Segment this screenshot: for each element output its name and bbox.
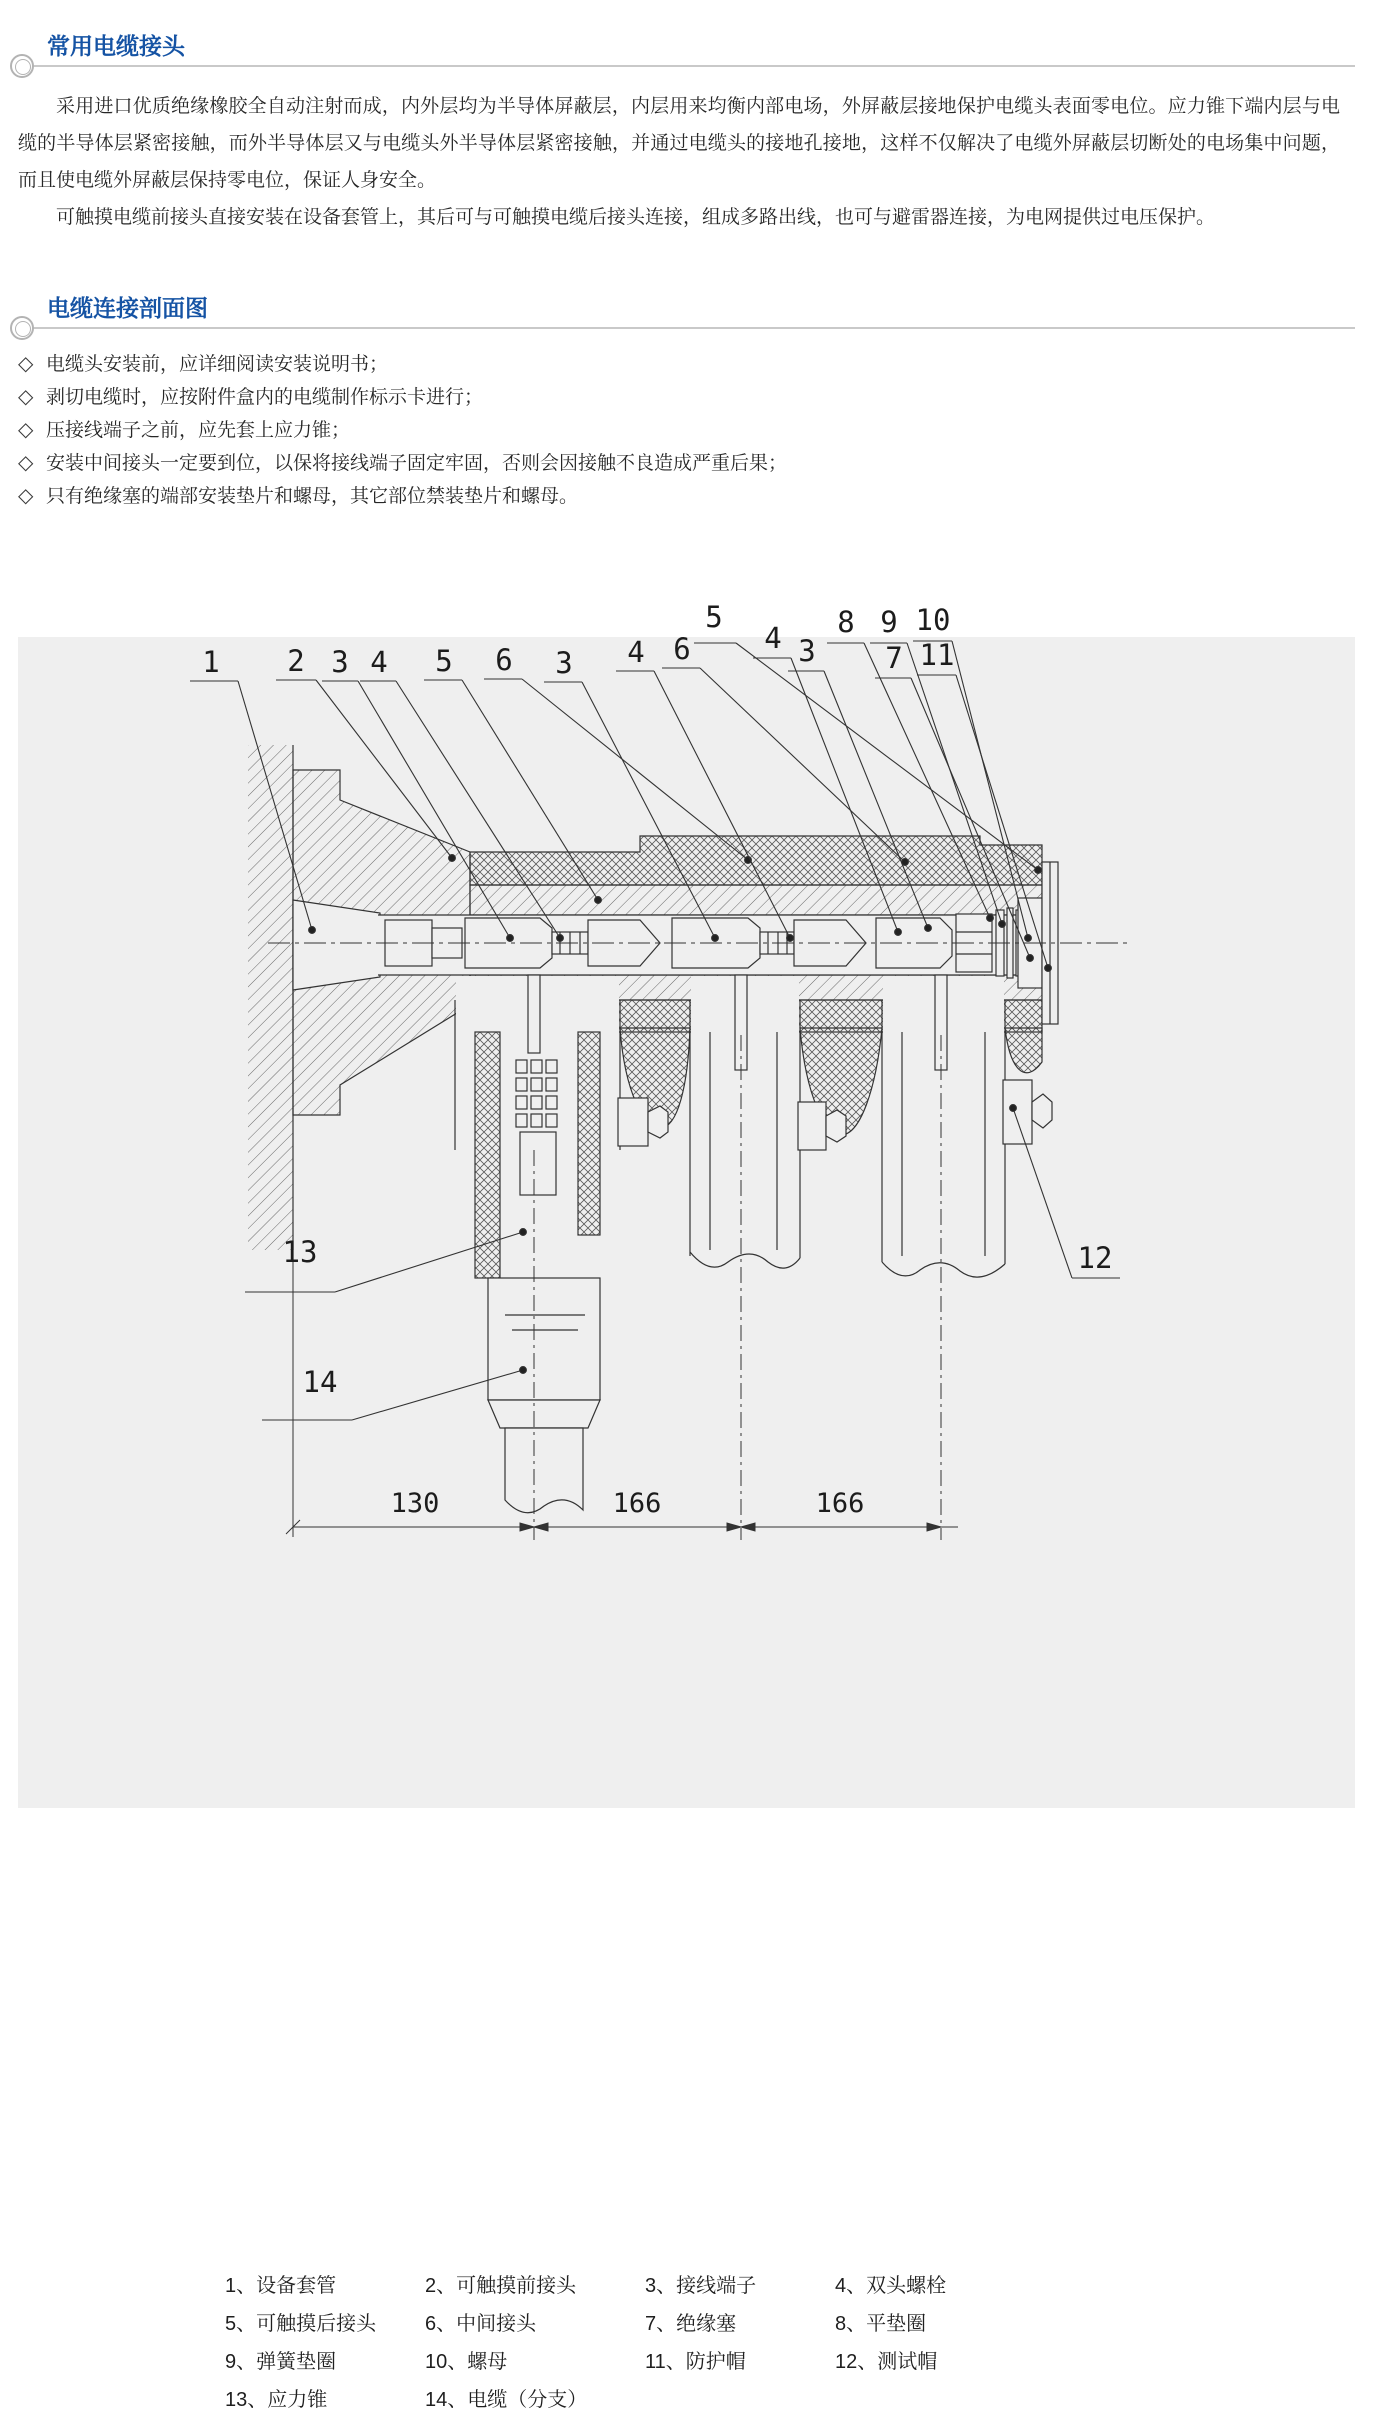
ring-ornament-icon bbox=[10, 54, 34, 78]
callout-number: 3 bbox=[555, 646, 573, 680]
cross-section-diagram-panel bbox=[18, 600, 1355, 2411]
legend-item: 4、双头螺栓 bbox=[835, 2275, 947, 2297]
legend-item: 1、设备套管 bbox=[225, 2275, 337, 2297]
cable-lug bbox=[520, 1132, 556, 1195]
note-text: 电缆头安装前，应详细阅读安装说明书； bbox=[46, 354, 389, 375]
body-paragraph: 采用进口优质绝缘橡胶全自动注射而成，内外层均为半导体屏蔽层，内层用来均衡内部电场，外屏蔽层接地保护电缆头表面零电位。应力锥下端内层与电缆的半导体层紧密接触，而外半导体层又与电缆头外半导体层紧密接触，并通过电缆头的接地孔接地，这样不仅解决了电缆外屏蔽层切断处的电场集中问题，而且使电缆外屏蔽层保持零电位，保证人身安全。 bbox=[18, 96, 1340, 191]
wall-hatch bbox=[248, 745, 293, 1250]
branch-cable bbox=[505, 1428, 583, 1513]
conductor-strap bbox=[735, 975, 747, 1070]
dimension-value: 166 bbox=[612, 1488, 662, 1519]
note-text: 只有绝缘塞的端部安装垫片和螺母，其它部位禁装垫片和螺母。 bbox=[46, 486, 579, 507]
legend-item: 10、螺母 bbox=[425, 2351, 508, 2373]
section2-header bbox=[0, 290, 1373, 340]
test-cap-fitting bbox=[1003, 1080, 1032, 1144]
legend-item: 2、可触摸前接头 bbox=[425, 2275, 577, 2297]
callout-number: 1 bbox=[202, 645, 220, 679]
callout-number: 14 bbox=[302, 1365, 338, 1399]
legend-item: 11、防护帽 bbox=[645, 2351, 746, 2373]
callout-number: 3 bbox=[331, 645, 349, 679]
diamond-bullet-icon: ◇ bbox=[18, 452, 34, 474]
dimension-value: 166 bbox=[815, 1488, 865, 1519]
section2-title: 电缆连接剖面图 bbox=[47, 295, 208, 321]
bushing-bore bbox=[293, 900, 380, 990]
fitting-bolt bbox=[826, 1110, 846, 1142]
intro-paragraphs bbox=[18, 88, 1340, 236]
installation-notes-list bbox=[18, 348, 1340, 513]
ring-ornament-icon bbox=[10, 316, 34, 340]
section1-title: 常用电缆接头 bbox=[47, 33, 185, 59]
diamond-bullet-icon: ◇ bbox=[18, 485, 34, 507]
legend-item: 8、平垫圈 bbox=[835, 2313, 927, 2335]
callout-number: 12 bbox=[1077, 1241, 1113, 1275]
note-text: 安装中间接头一定要到位，以保将接线端子固定牢固，否则会因接触不良造成严重后果； bbox=[46, 453, 788, 474]
callout-number: 6 bbox=[673, 632, 691, 666]
section1-header bbox=[0, 28, 1373, 78]
section-divider-line bbox=[30, 327, 1355, 329]
legend-item: 14、电缆（分支） bbox=[425, 2389, 588, 2411]
parts-legend bbox=[225, 2269, 1025, 2421]
note-item bbox=[18, 447, 1340, 480]
note-item bbox=[18, 480, 1340, 513]
test-point-fitting bbox=[798, 1102, 826, 1150]
legend-item: 6、中间接头 bbox=[425, 2313, 537, 2335]
dimension-lines bbox=[286, 1128, 958, 1537]
callout-number: 4 bbox=[764, 621, 782, 655]
legend-item: 9、弹簧垫圈 bbox=[225, 2351, 337, 2373]
callout-number: 6 bbox=[495, 643, 513, 677]
legend-item: 5、可触摸后接头 bbox=[225, 2313, 377, 2335]
callout-number: 9 bbox=[880, 605, 898, 639]
callout-number: 3 bbox=[798, 634, 816, 668]
legend-item: 12、测试帽 bbox=[835, 2351, 938, 2373]
legend-item: 3、接线端子 bbox=[645, 2275, 757, 2297]
stress-cone-body bbox=[488, 1278, 600, 1400]
legend-item: 13、应力锥 bbox=[225, 2389, 328, 2411]
callout-number: 4 bbox=[370, 645, 388, 679]
break-wave bbox=[882, 1262, 1005, 1277]
note-text: 压接线端子之前，应先套上应力锥； bbox=[46, 420, 351, 441]
dimension-value: 130 bbox=[390, 1488, 440, 1519]
cable-joint-cross-section-drawing bbox=[18, 600, 1355, 1808]
fitting-bolt bbox=[648, 1106, 668, 1138]
note-item bbox=[18, 414, 1340, 447]
callout-number: 5 bbox=[435, 644, 453, 678]
note-item bbox=[18, 348, 1340, 381]
note-text: 剥切电缆时，应按附件盒内的电缆制作标示卡进行； bbox=[46, 387, 484, 408]
test-point-fitting bbox=[618, 1098, 648, 1146]
drawing-geometry bbox=[190, 641, 1130, 1540]
conductor-strap bbox=[935, 975, 947, 1070]
callout-number: 10 bbox=[915, 603, 951, 637]
stress-cone-taper bbox=[488, 1400, 600, 1428]
legend-item: 7、绝缘塞 bbox=[645, 2313, 737, 2335]
diamond-bullet-icon: ◇ bbox=[18, 353, 34, 375]
callout-number: 8 bbox=[837, 605, 855, 639]
callout-number: 2 bbox=[287, 644, 305, 678]
callout-number: 7 bbox=[885, 641, 903, 675]
callout-number: 4 bbox=[627, 635, 645, 669]
diamond-bullet-icon: ◇ bbox=[18, 386, 34, 408]
rubber-lobe bbox=[1005, 1028, 1042, 1073]
callout-number: 13 bbox=[282, 1235, 318, 1269]
callout-number: 11 bbox=[919, 638, 955, 672]
inner-layer-top bbox=[470, 885, 1042, 915]
note-item bbox=[18, 381, 1340, 414]
body-paragraph: 可触摸电缆前接头直接安装在设备套管上，其后可与可触摸电缆后接头连接，组成多路出线，也可与避雷器连接，为电网提供过电压保护。 bbox=[56, 207, 1216, 228]
dimension-labels bbox=[391, 1488, 865, 1519]
fitting-bolt bbox=[1032, 1094, 1052, 1128]
section-divider-line bbox=[30, 65, 1355, 67]
branch1-outer-layer bbox=[578, 1032, 600, 1235]
diamond-bullet-icon: ◇ bbox=[18, 419, 34, 441]
conductor-strap bbox=[528, 975, 540, 1053]
callout-number: 5 bbox=[705, 600, 723, 634]
